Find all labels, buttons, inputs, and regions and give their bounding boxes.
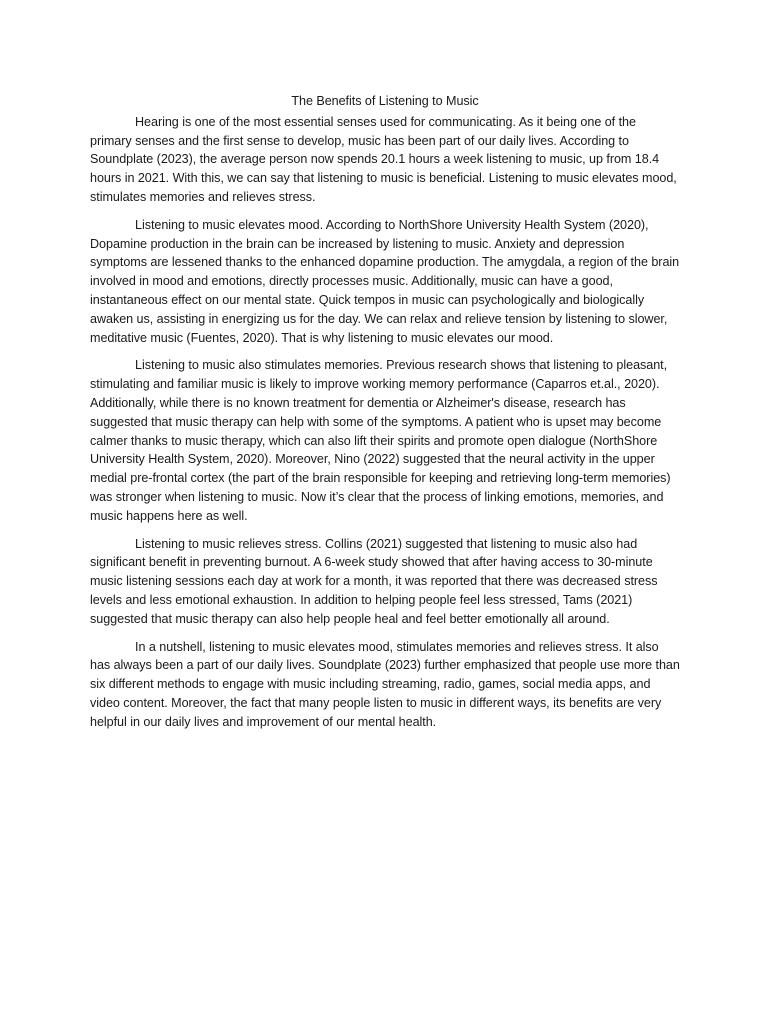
document-title: The Benefits of Listening to Music xyxy=(291,94,479,108)
document-body xyxy=(90,92,680,741)
paragraph-introduction: Hearing is one of the most essential senses used for communicating. As it being one of the primary senses and the first sense to develop, music has been part of our daily lives. According to Soundplate (2023), the average person now spends 20.1 hours a week listening to music, up from 18.4 hours in 2021. With this, we can say that listening to music is beneficial. Listening to music elevates mood, stimulates memories and relieves stress. xyxy=(90,114,677,204)
paragraph-stress: Listening to music relieves stress. Collins (2021) suggested that listening to music also had significant benefit in preventing burnout. A 6-week study showed that after having access to 30-minute music listening sessions each day at work for a month, it was reported that there was decreased stress levels and less emotional exhaustion. In addition to helping people feel less stressed, Tams (2021) suggested that music therapy can also help people heal and feel better emotionally all around. xyxy=(90,536,658,626)
paragraph-mood: Listening to music elevates mood. According to NorthShore University Health System (2020), Dopamine production in the brain can be increased by listening to music. Anxiety and depression symptoms are lessened thanks to the enhanced dopamine production. The amygdala, a region of the brain involved in mood and emotions, directly processes music. Additionally, music can have a good, instantaneous effect on our mental state. Quick tempos in music can psychologically and biologically awaken us, assisting in energizing us for the day. We can relax and relieve tension by listening to slower, meditative music (Fuentes, 2020). That is why listening to music elevates our mood. xyxy=(90,217,680,345)
paragraph-conclusion: In a nutshell, listening to music elevates mood, stimulates memories and relieves stress. It also has always been a part of our daily lives. Soundplate (2023) further emphasized that people use more than six different methods to engage with music including streaming, radio, games, social media apps, and video content. Moreover, the fact that many people listen to music in different ways, its benefits are very helpful in our daily lives and improvement of our mental health. xyxy=(90,639,680,729)
paragraph-memories: Listening to music also stimulates memories. Previous research shows that listening to pleasant, stimulating and familiar music is likely to improve working memory performance (Caparros et.al., 2020). Additionally, while there is no known treatment for dementia or Alzheimer's disease, research has suggested that music therapy can help with some of the symptoms. A patient who is upset may become calmer thanks to music therapy, which can also lift their spirits and promote open dialogue (NorthShore University Health System, 2020). Moreover, Nino (2022) suggested that the neural activity in the upper medial pre-frontal cortex (the part of the brain responsible for keeping and retrieving long-term memories) was stronger when listening to music. Now it’s clear that the process of linking emotions, memories, and music happens here as well. xyxy=(90,358,671,523)
